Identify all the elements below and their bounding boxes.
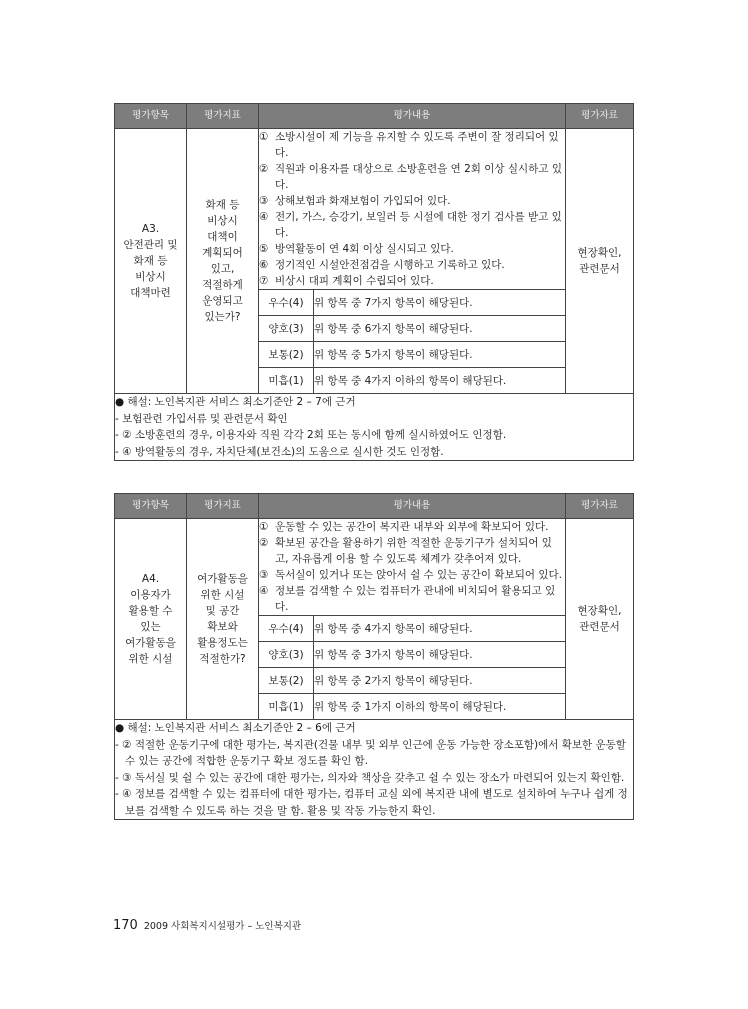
material-cell: 현장확인, 관련문서 [566,129,634,394]
evaluation-table-a3 [114,103,634,461]
grade-label: 양호(3) [259,642,314,668]
page-number: 170 [113,918,138,933]
list-item: ⑦ 비상시 대피 계획이 수립되어 있다. [259,275,434,287]
evaluation-table-a4 [114,493,634,820]
grade-description: 위 항목 중 5가지 항목이 해당된다. [314,342,566,368]
note-line: - ② 소방훈련의 경우, 이용자와 직원 각각 2회 또는 동시에 함께 실시하였어도 인정함. [115,429,507,441]
header-indicator: 평가지표 [187,104,259,129]
header-category: 평가항목 [115,104,187,129]
list-item: ③ 상해보험과 화재보험이 가입되어 있다. [259,195,451,207]
list-item: ⑤ 방역활동이 연 4회 이상 실시되고 있다. [259,243,454,255]
header-indicator: 평가지표 [187,494,259,519]
header-content: 평가내용 [259,494,566,519]
page-footer [113,918,301,933]
grade-label: 미흡(1) [259,694,314,720]
explanation-note [115,720,634,820]
items-cell [259,129,566,290]
grade-label: 양호(3) [259,316,314,342]
grade-label: 우수(4) [259,616,314,642]
note-line: ● 해설: 노인복지관 서비스 최소기준안 2 – 6에 근거 [115,722,356,734]
grade-description: 위 항목 중 6가지 항목이 해당된다. [314,316,566,342]
grade-description: 위 항목 중 4가지 이하의 항목이 해당된다. [314,368,566,394]
header-material: 평가자료 [566,494,634,519]
header-content: 평가내용 [259,104,566,129]
note-line: - ② 적절한 운동기구에 대한 평가는, 복지관(건물 내부 및 외부 인근에 운동 가능한 장소포함)에서 확보한 운동할 수 있는 공간에 적합한 운동기구 확보 정도를 확인 함. [115,738,626,767]
explanation-note [115,394,634,461]
table-header-row [115,104,634,129]
category-cell: A3. 안전관리 및 화재 등 비상시 대책마련 [115,129,187,394]
note-line: - ③ 독서실 및 쉴 수 있는 공간에 대한 평가는, 의자와 책상을 갖추고 쉴 수 있는 장소가 마련되어 있는지 확인함. [115,771,625,784]
list-item: ② 직원과 이용자를 대상으로 소방훈련을 연 2회 이상 실시하고 있다. [259,163,562,191]
grade-label: 보통(2) [259,342,314,368]
header-material: 평가자료 [566,104,634,129]
note-line: ● 해설: 노인복지관 서비스 최소기준안 2 – 7에 근거 [115,396,356,408]
category-cell: A4. 이용자가 활용할 수 있는 여가활동을 위한 시설 [115,519,187,720]
header-category: 평가항목 [115,494,187,519]
table-header-row [115,494,634,519]
grade-description: 위 항목 중 7가지 항목이 해당된다. [314,290,566,316]
indicator-cell: 여가활동을 위한 시설 및 공간 확보와 활용정도는 적절한가? [187,519,259,720]
list-item: ⑥ 정기적인 시설안전점검을 시행하고 기록하고 있다. [259,259,505,271]
note-line: - ④ 정보를 검색할 수 있는 컴퓨터에 대한 평가는, 컴퓨터 교실 외에 복지관 내에 별도로 설치하여 누구나 쉽게 정보를 검색할 수 있도록 하는 것을 말 함. 활용 및 작동 가능한지 확인. [115,788,628,817]
grade-label: 우수(4) [259,290,314,316]
grade-description: 위 항목 중 4가지 항목이 해당된다. [314,616,566,642]
footer-title: 2009 사회복지시설평가 – 노인복지관 [143,921,302,932]
list-item: ④ 전기, 가스, 승강기, 보일러 등 시설에 대한 정기 검사를 받고 있다. [259,211,562,239]
grade-label: 보통(2) [259,668,314,694]
grade-description: 위 항목 중 2가지 항목이 해당된다. [314,668,566,694]
material-cell: 현장확인, 관련문서 [566,519,634,720]
list-item: ① 소방시설이 제 기능을 유지할 수 있도록 주변이 잘 정리되어 있다. [259,131,559,159]
list-item: ② 확보된 공간을 활용하기 위한 적절한 운동기구가 설치되어 있고, 자유롭게 이용 할 수 있도록 체계가 갖추어져 있다. [259,537,552,565]
grade-description: 위 항목 중 3가지 항목이 해당된다. [314,642,566,668]
list-item: ① 운동할 수 있는 공간이 복지관 내부와 외부에 확보되어 있다. [259,521,549,533]
indicator-cell: 화재 등 비상시 대책이 계획되어 있고, 적절하게 운영되고 있는가? [187,129,259,394]
note-line: - 보험관련 가입서류 및 관련문서 확인 [115,412,288,425]
grade-description: 위 항목 중 1가지 이하의 항목이 해당된다. [314,694,566,720]
items-cell [259,519,566,616]
grade-label: 미흡(1) [259,368,314,394]
list-item: ③ 독서실이 있거나 또는 앉아서 쉴 수 있는 공간이 확보되어 있다. [259,569,562,581]
note-line: - ④ 방역활동의 경우, 자치단체(보건소)의 도움으로 실시한 것도 인정함. [115,445,444,458]
list-item: ④ 정보를 검색할 수 있는 컴퓨터가 관내에 비치되어 활용되고 있다. [259,585,556,613]
